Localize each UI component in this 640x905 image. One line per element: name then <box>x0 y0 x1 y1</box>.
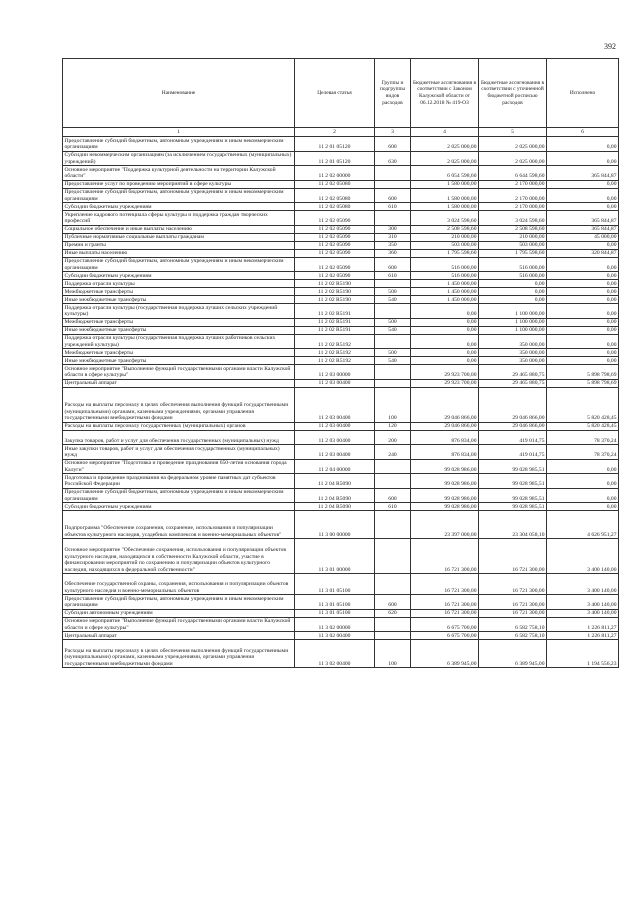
row-name: Основное мероприятие "Поддержка культурной деятельности на территории Калужской области" <box>63 166 295 181</box>
row-code: 11 2 04 R5090 <box>295 503 375 511</box>
row-name: Расходы на выплаты персоналу в целях обеспечения выполнения функций государственными (муниципальными) органами, казенными учреждениями, органами управления государственными внебюджетными фондами <box>63 387 295 422</box>
row-code: 11 2 02 05080 <box>295 180 375 188</box>
row-name: Публичные нормативные социальные выплаты гражданам <box>63 233 295 241</box>
row-exec: 0,00 <box>547 180 619 188</box>
row-law: 16 721 300,00 <box>411 595 479 610</box>
row-law: 1 580 000,00 <box>411 203 479 211</box>
row-exec: 45 000,00 <box>547 233 619 241</box>
row-code: 11 3 01 05100 <box>295 609 375 617</box>
row-law: 876 834,00 <box>411 430 479 445</box>
row-name: Основное мероприятие "Обеспечение сохранения, использования и популяризации объектов культурного наследия, находящихся в собственности Калужской области, участие в финансировании мероприятий по сохранению и популяризации объектов культурного наследия, находящихся в федеральной собственности" <box>63 539 295 574</box>
column-number: 3 <box>375 128 411 137</box>
row-group: 240 <box>375 445 411 460</box>
table-row <box>63 137 619 152</box>
table-row <box>63 225 619 233</box>
row-code: 11 2 02 05090 <box>295 241 375 249</box>
row-list: 29 465 880,75 <box>479 365 547 380</box>
row-group: 610 <box>375 272 411 280</box>
row-code: 11 2 02 R5190 <box>295 280 375 288</box>
row-exec: 5 898 798,69 <box>547 379 619 387</box>
row-group <box>375 304 411 319</box>
row-code: 11 2 03 00400 <box>295 430 375 445</box>
column-number: 5 <box>479 128 547 137</box>
row-law: 0,00 <box>411 326 479 334</box>
row-code: 11 2 04 00000 <box>295 459 375 474</box>
row-exec: 3 400 140,00 <box>547 574 619 595</box>
row-group <box>375 539 411 574</box>
row-list: 1 795 598,60 <box>479 249 547 257</box>
row-list: 2 170 000,00 <box>479 188 547 203</box>
row-code: 11 3 02 00400 <box>295 640 375 668</box>
table-row <box>63 459 619 474</box>
row-exec: 0,00 <box>547 280 619 288</box>
row-exec: 0,00 <box>547 241 619 249</box>
row-code: 11 2 02 05090 <box>295 225 375 233</box>
row-code: 11 2 02 05090 <box>295 272 375 280</box>
row-law: 0,00 <box>411 304 479 319</box>
table-row <box>63 188 619 203</box>
row-law: 6 675 700,00 <box>411 617 479 632</box>
row-name: Предоставление субсидий бюджетным, автономным учреждениям и иным некоммерческим организациям <box>63 188 295 203</box>
row-name: Субсидии бюджетным учреждениям <box>63 503 295 511</box>
row-exec: 0,00 <box>547 334 619 349</box>
row-list: 503 000,00 <box>479 241 547 249</box>
row-exec: 0,00 <box>547 203 619 211</box>
row-group: 100 <box>375 640 411 668</box>
row-exec: 0,00 <box>547 304 619 319</box>
row-code: 11 2 02 05080 <box>295 203 375 211</box>
row-code: 11 2 01 05120 <box>295 137 375 152</box>
header-code: Целевая статья <box>295 59 375 128</box>
table-row <box>63 349 619 357</box>
table-row <box>63 640 619 668</box>
row-law: 1 450 000,00 <box>411 280 479 288</box>
row-list: 350 000,00 <box>479 357 547 365</box>
row-name: Центральный аппарат <box>63 632 295 640</box>
row-name: Премии и гранты <box>63 241 295 249</box>
row-list: 6 582 758,10 <box>479 617 547 632</box>
row-group: 540 <box>375 326 411 334</box>
table-row <box>63 166 619 181</box>
row-group: 100 <box>375 387 411 422</box>
row-name: Субсидии бюджетным учреждениям <box>63 203 295 211</box>
table-body <box>63 137 619 668</box>
table-row <box>63 430 619 445</box>
row-law: 1 450 000,00 <box>411 296 479 304</box>
row-law: 3 024 598,60 <box>411 211 479 226</box>
table-row <box>63 180 619 188</box>
row-name: Подпрограмма "Обеспечение сохранения, сохранение, использования и популяризации объектов культурного наследия, усадебных комплексов и военно-мемориальных объектов" <box>63 511 295 539</box>
row-code: 11 2 02 05090 <box>295 257 375 272</box>
row-name: Расходы на выплаты персоналу государственных (муниципальных) органов <box>63 422 295 430</box>
row-law: 99 028 986,00 <box>411 474 479 489</box>
row-list: 23 304 058,10 <box>479 511 547 539</box>
row-name: Обеспечение государственной охраны, сохранения, использования и популяризации объектов культурного наследия и военно-мемориальных объектов <box>63 574 295 595</box>
row-law: 99 028 986,00 <box>411 488 479 503</box>
row-name: Предоставление услуг по проведению мероприятий в сфере культуры <box>63 180 295 188</box>
header-exec: Исполнено <box>547 59 619 128</box>
row-list: 350 000,00 <box>479 334 547 349</box>
row-code: 11 2 02 05090 <box>295 211 375 226</box>
row-law: 29 046 866,00 <box>411 422 479 430</box>
table-row <box>63 288 619 296</box>
row-code: 11 2 03 00400 <box>295 387 375 422</box>
row-exec: 365 844,87 <box>547 225 619 233</box>
row-group <box>375 180 411 188</box>
row-law: 6 054 598,60 <box>411 166 479 181</box>
row-name: Предоставление субсидий бюджетным, автономным учреждениям и иным некоммерческим организациям <box>63 488 295 503</box>
row-list: 16 721 300,00 <box>479 574 547 595</box>
column-number: 1 <box>63 128 295 137</box>
row-name: Основное мероприятие "Выполнение функций государственными органами власти Калужской области и сфере культуры" <box>63 617 295 632</box>
row-group: 360 <box>375 249 411 257</box>
header-list: Бюджетные ассигнования в соответствии с уточненной бюджетной росписью расходов <box>479 59 547 128</box>
row-group: 600 <box>375 188 411 203</box>
page-number: 392 <box>604 42 616 51</box>
row-law: 29 923 700,00 <box>411 365 479 380</box>
row-exec: 0,00 <box>547 459 619 474</box>
table-row <box>63 241 619 249</box>
row-name: Межбюджетные трансферты <box>63 288 295 296</box>
table-row <box>63 357 619 365</box>
row-group: 500 <box>375 349 411 357</box>
column-number: 6 <box>547 128 619 137</box>
row-code: 11 2 02 R5192 <box>295 357 375 365</box>
row-exec: 0,00 <box>547 137 619 152</box>
row-name: Иные выплаты населению <box>63 249 295 257</box>
row-list: 0,00 <box>479 280 547 288</box>
row-list: 29 465 880,75 <box>479 379 547 387</box>
row-law: 516 000,00 <box>411 272 479 280</box>
table-row <box>63 445 619 460</box>
row-code: 11 2 02 R5190 <box>295 296 375 304</box>
row-exec: 0,00 <box>547 357 619 365</box>
budget-table <box>62 58 619 668</box>
row-group <box>375 459 411 474</box>
row-code: 11 2 03 00400 <box>295 379 375 387</box>
row-law: 876 834,00 <box>411 445 479 460</box>
row-list: 6 389 945,00 <box>479 640 547 668</box>
row-code: 11 2 02 R5190 <box>295 288 375 296</box>
row-group: 300 <box>375 225 411 233</box>
table-row <box>63 379 619 387</box>
row-name: Иные межбюджетные трансферты <box>63 326 295 334</box>
row-group: 620 <box>375 609 411 617</box>
row-list: 6 644 598,60 <box>479 166 547 181</box>
row-name: Предоставление субсидий бюджетным, автономным учреждениям и иным некоммерческим организациям <box>63 137 295 152</box>
row-list: 0,00 <box>479 296 547 304</box>
row-list: 16 721 300,00 <box>479 609 547 617</box>
row-law: 1 450 000,00 <box>411 288 479 296</box>
table-row <box>63 233 619 241</box>
row-name: Расходы на выплаты персоналу в целях обеспечения выполнения функций государственными (муниципальными) органами, казенными учреждениями, органами управления государственными внебюджетными фондами <box>63 640 295 668</box>
row-group <box>375 617 411 632</box>
row-list: 1 100 000,00 <box>479 304 547 319</box>
table-row <box>63 632 619 640</box>
row-group: 310 <box>375 233 411 241</box>
header-name: Наименование <box>63 59 295 128</box>
row-code: 11 2 02 R5192 <box>295 349 375 357</box>
row-group: 610 <box>375 503 411 511</box>
table-row <box>63 617 619 632</box>
row-exec: 5 820 428,45 <box>547 422 619 430</box>
table-row <box>63 609 619 617</box>
row-name: Субсидии бюджетным учреждениям <box>63 272 295 280</box>
row-exec: 5 820 428,45 <box>547 387 619 422</box>
table-row <box>63 488 619 503</box>
row-law: 29 923 700,00 <box>411 379 479 387</box>
table-row <box>63 503 619 511</box>
row-code: 11 2 02 05090 <box>295 233 375 241</box>
row-code: 11 2 03 00400 <box>295 422 375 430</box>
row-name: Межбюджетные трансферты <box>63 318 295 326</box>
row-code: 11 2 03 00000 <box>295 365 375 380</box>
row-list: 419 014,75 <box>479 445 547 460</box>
row-group: 600 <box>375 488 411 503</box>
row-code: 11 3 02 00400 <box>295 632 375 640</box>
row-exec: 0,00 <box>547 318 619 326</box>
table-row <box>63 595 619 610</box>
row-list: 516 000,00 <box>479 257 547 272</box>
row-exec: 0,00 <box>547 488 619 503</box>
row-group <box>375 365 411 380</box>
row-code: 11 2 02 05090 <box>295 249 375 257</box>
row-exec: 0,00 <box>547 474 619 489</box>
row-name: Укрепление кадрового потенциала сферы культуры и поддержка граждан творческих профессий <box>63 211 295 226</box>
row-law: 16 721 300,00 <box>411 539 479 574</box>
table-row <box>63 280 619 288</box>
row-name: Межбюджетные трансферты <box>63 349 295 357</box>
row-exec: 3 400 140,00 <box>547 595 619 610</box>
header-group: Группы и подгруппы видов расходов <box>375 59 411 128</box>
row-exec: 320 844,87 <box>547 249 619 257</box>
row-exec: 78 370,24 <box>547 445 619 460</box>
row-code: 11 3 01 00000 <box>295 539 375 574</box>
row-exec: 365 844,87 <box>547 166 619 181</box>
row-list: 2 508 598,60 <box>479 225 547 233</box>
row-exec: 1 194 556,23 <box>547 640 619 668</box>
row-group <box>375 280 411 288</box>
row-group: 610 <box>375 203 411 211</box>
row-code: 11 3 00 00000 <box>295 511 375 539</box>
row-exec: 0,00 <box>547 272 619 280</box>
column-number-row <box>63 128 619 137</box>
table-row <box>63 211 619 226</box>
row-code: 11 3 02 00000 <box>295 617 375 632</box>
row-group: 600 <box>375 257 411 272</box>
row-list: 2 025 000,00 <box>479 151 547 166</box>
row-list: 210 000,00 <box>479 233 547 241</box>
table-row <box>63 304 619 319</box>
row-list: 2 170 000,00 <box>479 180 547 188</box>
row-law: 16 721 300,00 <box>411 574 479 595</box>
row-code: 11 3 01 05100 <box>295 574 375 595</box>
row-name: Субсидии автономным учреждениям <box>63 609 295 617</box>
row-exec: 0,00 <box>547 151 619 166</box>
row-exec: 3 400 140,00 <box>547 609 619 617</box>
row-exec: 5 898 798,69 <box>547 365 619 380</box>
row-law: 2 508 598,60 <box>411 225 479 233</box>
table-row <box>63 365 619 380</box>
row-law: 29 046 866,00 <box>411 387 479 422</box>
table-row <box>63 334 619 349</box>
row-code: 11 2 02 00000 <box>295 166 375 181</box>
row-group: 600 <box>375 137 411 152</box>
row-name: Подготовка и проведение празднования на федеральном уровне памятных дат субъектов Российской Федерации <box>63 474 295 489</box>
row-exec: 0,00 <box>547 326 619 334</box>
row-name: Иные межбюджетные трансферты <box>63 357 295 365</box>
row-law: 0,00 <box>411 318 479 326</box>
row-group: 500 <box>375 318 411 326</box>
table-row <box>63 574 619 595</box>
column-number: 2 <box>295 128 375 137</box>
row-list: 0,00 <box>479 288 547 296</box>
column-number: 4 <box>411 128 479 137</box>
row-name: Закупка товаров, работ и услуг для обеспечения государственных (муниципальных) нужд <box>63 430 295 445</box>
row-law: 2 025 000,00 <box>411 137 479 152</box>
row-list: 99 028 985,51 <box>479 474 547 489</box>
row-exec: 0,00 <box>547 296 619 304</box>
table-row <box>63 249 619 257</box>
row-exec: 3 400 140,00 <box>547 539 619 574</box>
row-group: 540 <box>375 296 411 304</box>
row-exec: 365 844,87 <box>547 211 619 226</box>
row-group <box>375 632 411 640</box>
row-law: 0,00 <box>411 334 479 349</box>
row-group <box>375 211 411 226</box>
row-exec: 4 626 951,27 <box>547 511 619 539</box>
row-group <box>375 379 411 387</box>
row-code: 11 2 02 R5191 <box>295 304 375 319</box>
row-name: Поддержка отрасли культуры (государственная поддержка лучших работников сельских учреждений культуры) <box>63 334 295 349</box>
row-list: 99 028 985,51 <box>479 488 547 503</box>
row-law: 210 000,00 <box>411 233 479 241</box>
row-list: 6 582 758,10 <box>479 632 547 640</box>
row-list: 29 046 866,00 <box>479 422 547 430</box>
row-code: 11 2 03 00400 <box>295 445 375 460</box>
row-group: 350 <box>375 241 411 249</box>
row-group <box>375 334 411 349</box>
row-name: Центральный аппарат <box>63 379 295 387</box>
table-row <box>63 272 619 280</box>
row-list: 516 000,00 <box>479 272 547 280</box>
row-law: 99 028 986,00 <box>411 459 479 474</box>
row-list: 2 025 000,00 <box>479 137 547 152</box>
row-name: Поддержка отрасли культуры (государственная поддержка лучших сельских учреждений культуры) <box>63 304 295 319</box>
row-code: 11 2 02 R5191 <box>295 326 375 334</box>
row-exec: 0,00 <box>547 288 619 296</box>
row-exec: 0,00 <box>547 257 619 272</box>
row-law: 6 675 700,00 <box>411 632 479 640</box>
row-law: 23 397 000,00 <box>411 511 479 539</box>
table-row <box>63 326 619 334</box>
row-name: Иные межбюджетные трансферты <box>63 296 295 304</box>
row-law: 1 795 598,60 <box>411 249 479 257</box>
row-code: 11 2 04 R5090 <box>295 488 375 503</box>
row-exec: 78 370,24 <box>547 430 619 445</box>
row-code: 11 2 02 R5191 <box>295 318 375 326</box>
row-law: 503 000,00 <box>411 241 479 249</box>
table-row <box>63 151 619 166</box>
row-group: 540 <box>375 357 411 365</box>
row-list: 419 014,75 <box>479 430 547 445</box>
row-list: 2 170 000,00 <box>479 203 547 211</box>
row-group <box>375 474 411 489</box>
row-list: 1 100 000,00 <box>479 318 547 326</box>
table-row <box>63 474 619 489</box>
row-code: 11 2 02 05080 <box>295 188 375 203</box>
row-group: 600 <box>375 595 411 610</box>
row-exec: 0,00 <box>547 188 619 203</box>
row-name: Предоставление субсидий бюджетным, автономным учреждениям и иным некоммерческим организациям <box>63 595 295 610</box>
row-code: 11 2 01 05120 <box>295 151 375 166</box>
table-row <box>63 422 619 430</box>
row-law: 1 580 000,00 <box>411 180 479 188</box>
row-group: 630 <box>375 151 411 166</box>
row-list: 3 024 598,60 <box>479 211 547 226</box>
row-exec: 1 226 811,27 <box>547 617 619 632</box>
table-row <box>63 257 619 272</box>
row-name: Социальное обеспечение и иные выплаты населению <box>63 225 295 233</box>
row-group: 120 <box>375 422 411 430</box>
table-row <box>63 296 619 304</box>
table-row <box>63 318 619 326</box>
row-name: Основное мероприятие "Подготовка и проведение празднования 650-летия основания города Калуги" <box>63 459 295 474</box>
row-exec: 0,00 <box>547 503 619 511</box>
row-law: 16 721 300,00 <box>411 609 479 617</box>
row-list: 99 028 985,51 <box>479 459 547 474</box>
row-law: 0,00 <box>411 357 479 365</box>
row-law: 1 580 000,00 <box>411 188 479 203</box>
row-group: 200 <box>375 430 411 445</box>
table-header-row <box>63 59 619 128</box>
row-list: 16 721 300,00 <box>479 539 547 574</box>
row-list: 99 028 985,51 <box>479 503 547 511</box>
row-name: Предоставление субсидий бюджетным, автономным учреждениям и иным некоммерческим организациям <box>63 257 295 272</box>
row-code: 11 2 04 R5090 <box>295 474 375 489</box>
row-law: 99 028 986,00 <box>411 503 479 511</box>
table-row <box>63 387 619 422</box>
row-list: 1 100 000,00 <box>479 326 547 334</box>
row-exec: 0,00 <box>547 349 619 357</box>
table-row <box>63 539 619 574</box>
row-list: 29 046 866,00 <box>479 387 547 422</box>
row-law: 0,00 <box>411 349 479 357</box>
row-group <box>375 166 411 181</box>
row-group <box>375 511 411 539</box>
row-name: Поддержка отрасли культуры <box>63 280 295 288</box>
row-group: 500 <box>375 288 411 296</box>
header-law: Бюджетные ассигнования в соответствии с Законом Калужской области от 06.12.2018 № 419-ОЗ <box>411 59 479 128</box>
row-law: 6 389 945,00 <box>411 640 479 668</box>
row-name: Основное мероприятие "Выполнение функций государственными органами власти Калужской области в сфере культуры" <box>63 365 295 380</box>
row-law: 2 025 000,00 <box>411 151 479 166</box>
row-list: 16 721 300,00 <box>479 595 547 610</box>
row-law: 516 000,00 <box>411 257 479 272</box>
row-exec: 1 226 811,27 <box>547 632 619 640</box>
row-name: Субсидии некоммерческим организациям (за исключением государственных (муниципальных) учреждений) <box>63 151 295 166</box>
row-list: 350 000,00 <box>479 349 547 357</box>
table-row <box>63 203 619 211</box>
row-code: 11 2 02 R5192 <box>295 334 375 349</box>
row-name: Иные закупки товаров, работ и услуг для обеспечения государственных (муниципальных) нужд <box>63 445 295 460</box>
row-group <box>375 574 411 595</box>
table-row <box>63 511 619 539</box>
row-code: 11 3 01 05100 <box>295 595 375 610</box>
